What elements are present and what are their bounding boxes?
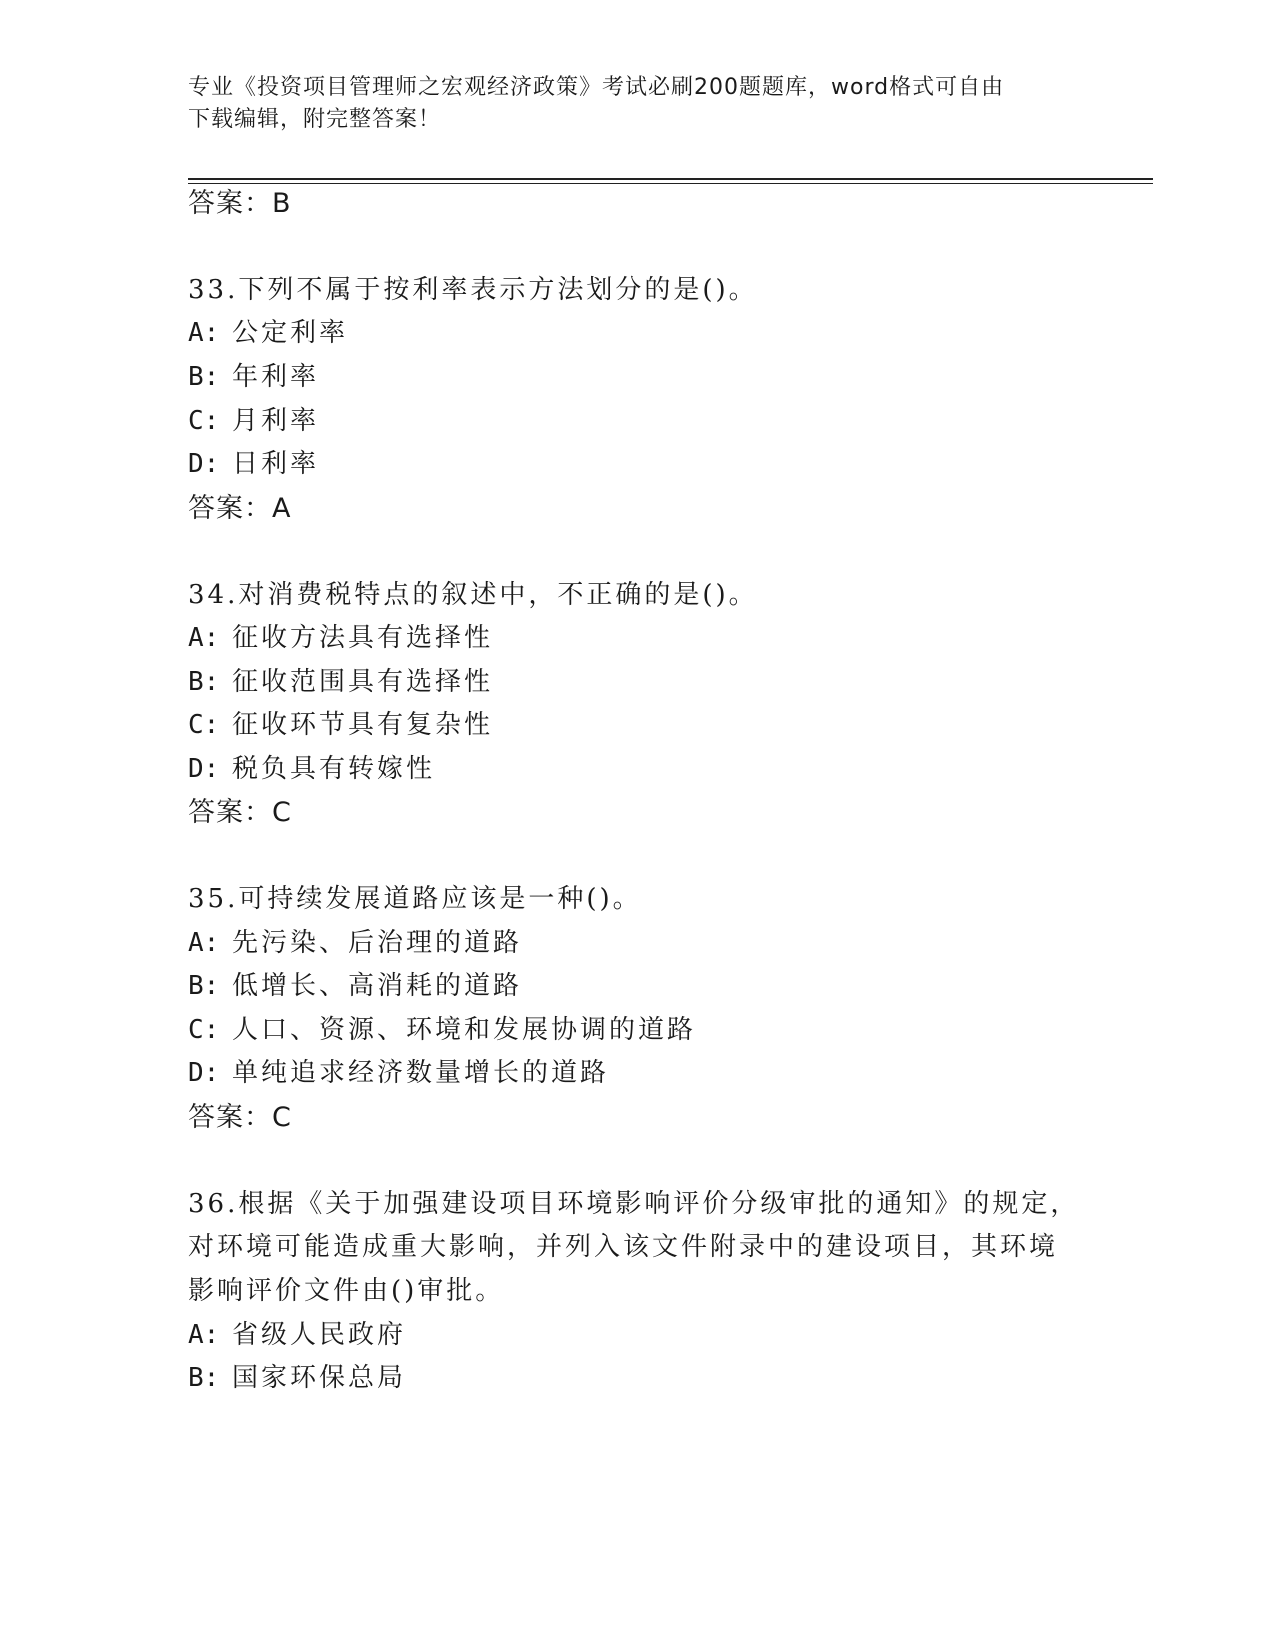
q34-answer: 答案：C [188, 797, 292, 828]
q33-option-c [188, 403, 319, 439]
option-text: 先污染、后治理的道路 [232, 928, 523, 958]
option-text: 月利率 [232, 406, 320, 436]
q35-answer: 答案：C [188, 1102, 292, 1133]
q34-option-d [188, 751, 435, 787]
q36-option-b [188, 1360, 406, 1396]
option-text: 征收方法具有选择性 [232, 623, 494, 653]
q35-option-c [188, 1012, 696, 1048]
answer-prev: 答案：B [188, 188, 292, 219]
option-text: 年利率 [232, 362, 320, 392]
option-letter: B: [188, 1363, 220, 1393]
option-letter: C: [188, 710, 220, 740]
option-text: 征收环节具有复杂性 [232, 710, 494, 740]
q33-stem: 33.下列不属于按利率表示方法划分的是()。 [188, 275, 758, 305]
option-letter: D: [188, 754, 220, 784]
option-letter: C: [188, 1015, 220, 1045]
q36-stem-line-2: 对环境可能造成重大影响，并列入该文件附录中的建设项目，其环境 [188, 1232, 1059, 1262]
option-text: 国家环保总局 [232, 1363, 407, 1393]
q34-option-b [188, 664, 493, 700]
q33-option-b [188, 359, 319, 395]
option-text: 人口、资源、环境和发展协调的道路 [232, 1015, 697, 1045]
option-text: 税负具有转嫁性 [232, 754, 436, 784]
q36-stem-line-3: 影响评价文件由()审批。 [188, 1276, 505, 1306]
q34-option-a [188, 620, 493, 656]
option-letter: D: [188, 1058, 220, 1088]
option-letter: B: [188, 362, 220, 392]
q35-option-b [188, 968, 522, 1004]
document-header [188, 72, 1068, 136]
q35-stem: 35.可持续发展道路应该是一种()。 [188, 884, 642, 914]
option-letter: A: [188, 1320, 220, 1350]
option-text: 单纯追求经济数量增长的道路 [232, 1058, 610, 1088]
header-divider-thick [188, 178, 1153, 180]
q33-option-d [188, 446, 319, 482]
option-letter: B: [188, 971, 220, 1001]
option-text: 公定利率 [232, 318, 349, 348]
q35-option-d [188, 1055, 609, 1091]
option-letter: A: [188, 318, 220, 348]
q36-option-a [188, 1317, 406, 1353]
q36-stem-line-1: 36.根据《关于加强建设项目环境影响评价分级审批的通知》的规定， [188, 1189, 1080, 1219]
option-text: 低增长、高消耗的道路 [232, 971, 523, 1001]
header-divider-thin [188, 183, 1153, 184]
q34-stem: 34.对消费税特点的叙述中，不正确的是()。 [188, 580, 758, 610]
option-letter: B: [188, 667, 220, 697]
option-letter: D: [188, 449, 220, 479]
q33-option-a [188, 315, 348, 351]
option-text: 日利率 [232, 449, 320, 479]
q34-option-c [188, 707, 493, 743]
option-text: 省级人民政府 [232, 1320, 407, 1350]
header-line-1: 专业《投资项目管理师之宏观经济政策》考试必刷200题题库，word格式可自由 [188, 75, 1005, 100]
option-text: 征收范围具有选择性 [232, 667, 494, 697]
q35-option-a [188, 925, 522, 961]
option-letter: A: [188, 623, 220, 653]
option-letter: A: [188, 928, 220, 958]
option-letter: C: [188, 406, 220, 436]
header-line-2: 下载编辑，附完整答案！ [188, 107, 442, 132]
q33-answer: 答案：A [188, 493, 292, 524]
